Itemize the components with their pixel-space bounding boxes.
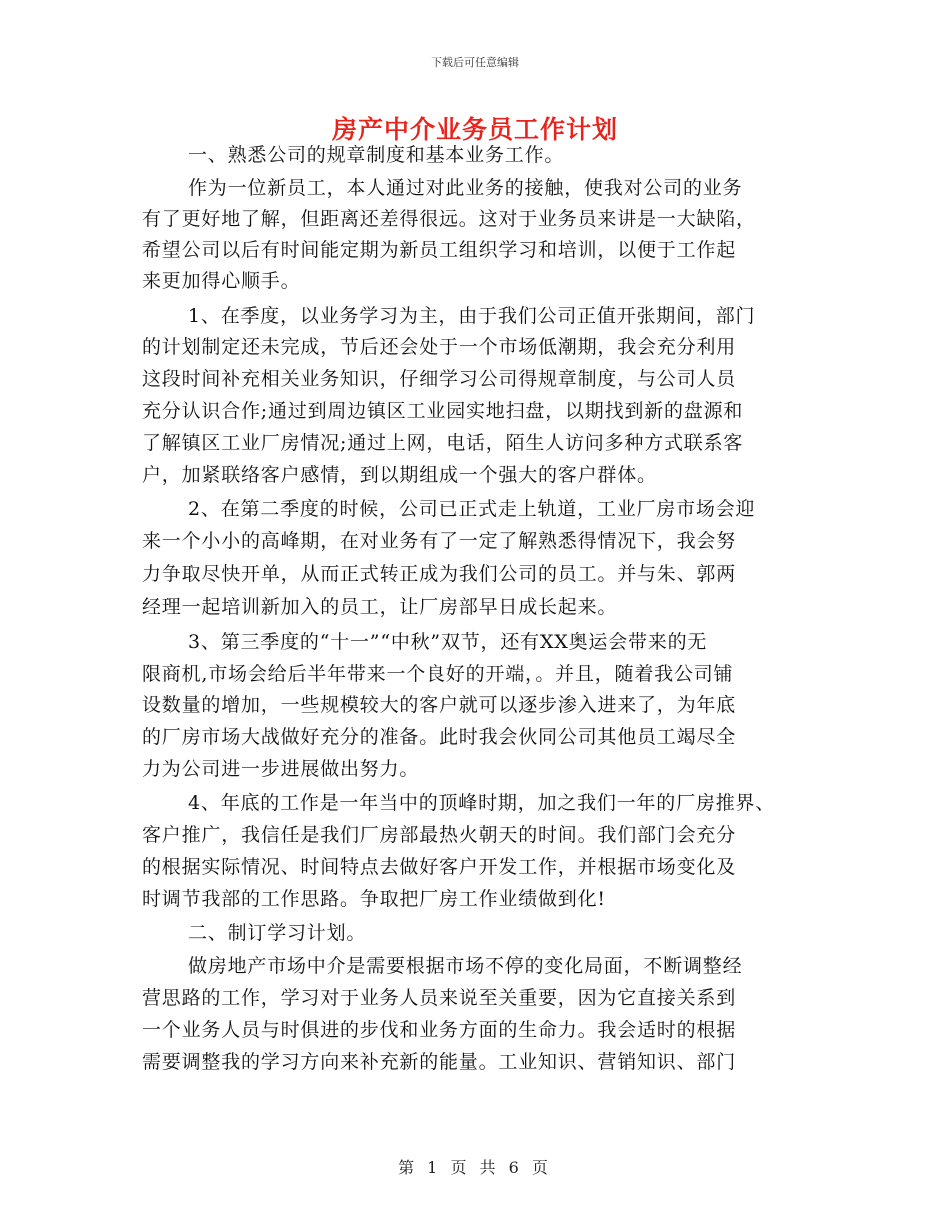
body-line: 一、熟悉公司的规章制度和基本业务工作。 xyxy=(188,144,565,166)
body-line: 的根据实际情况、时间特点去做好客户开发工作，并根据市场变化及 xyxy=(142,856,737,878)
page-footer: 第 1 页 共 6 页 xyxy=(398,1158,552,1177)
body-line: 1、在季度，以业务学习为主，由于我们公司正值开张期间，部门 xyxy=(188,305,756,327)
body-line: 来一个小小的高峰期，在对业务有了一定了解熟悉得情况下，我会努 xyxy=(142,530,737,552)
document-title: 房产中介业务员工作计划 xyxy=(331,115,618,144)
body-line: 的厂房市场大战做好充分的准备。此时我会伙同公司其他员工竭尽全 xyxy=(142,726,737,748)
body-line: 的计划制定还未完成，节后还会处于一个市场低潮期，我会充分利用 xyxy=(142,336,737,358)
body-line: 二、制订学习计划。 xyxy=(188,922,367,944)
body-line: 4、年底的工作是一年当中的顶峰时期，加之我们一年的厂房推界、 xyxy=(188,792,776,814)
body-line: 时调节我部的工作思路。争取把厂房工作业绩做到化! xyxy=(142,888,606,910)
body-line: 户，加紧联络客户感情，到以期组成一个强大的客户群体。 xyxy=(142,464,657,486)
body-line: 做房地产市场中介是需要根据市场不停的变化局面，不断调整经 xyxy=(188,955,743,977)
body-line: 需要调整我的学习方向来补充新的能量。工业知识、营销知识、部门 xyxy=(142,1051,737,1073)
body-line: 来更加得心顺手。 xyxy=(142,270,301,292)
body-line: 充分认识合作;通过到周边镇区工业园实地扫盘，以期找到新的盘源和 xyxy=(142,400,744,422)
body-line: 营思路的工作，学习对于业务人员来说至关重要，因为它直接关系到 xyxy=(142,987,737,1009)
body-line: 作为一位新员工，本人通过对此业务的接触，使我对公司的业务 xyxy=(188,177,743,199)
body-line: 限商机,市场会给后半年带来一个良好的开端，。并且，随着我公司铺 xyxy=(142,663,734,685)
body-line: 这段时间补充相关业务知识，仔细学习公司得规章制度，与公司人员 xyxy=(142,368,737,390)
body-line: 希望公司以后有时间能定期为新员工组织学习和培训，以便于工作起 xyxy=(142,239,737,261)
body-line: 了解镇区工业厂房情况;通过上网，电话，陌生人访问多种方式联系客 xyxy=(142,432,744,454)
body-line: 经理一起培训新加入的员工，让厂房部早日成长起来。 xyxy=(142,596,618,618)
header-note: 下载后可任意编辑 xyxy=(431,56,519,69)
body-line: 力争取尽快开单，从而正式转正成为我们公司的员工。并与朱、郭两 xyxy=(142,563,737,585)
body-line: 有了更好地了解，但距离还差得很远。这对于业务员来讲是一大缺陷， xyxy=(142,208,756,230)
body-line: 3、第三季度的“十一”“中秋”双节，还有XX奥运会带来的无 xyxy=(188,631,708,653)
body-line: 客户推广，我信任是我们厂房部最热火朝天的时间。我们部门会充分 xyxy=(142,824,737,846)
body-line: 力为公司进一步进展做出努力。 xyxy=(142,758,420,780)
body-line: 设数量的增加，一些规模较大的客户就可以逐步渗入进来了，为年底 xyxy=(142,694,737,716)
body-line: 一个业务人员与时俱进的步伐和业务方面的生命力。我会适时的根据 xyxy=(142,1019,737,1041)
body-line: 2、在第二季度的时候，公司已正式走上轨道，工业厂房市场会迎 xyxy=(188,498,756,520)
